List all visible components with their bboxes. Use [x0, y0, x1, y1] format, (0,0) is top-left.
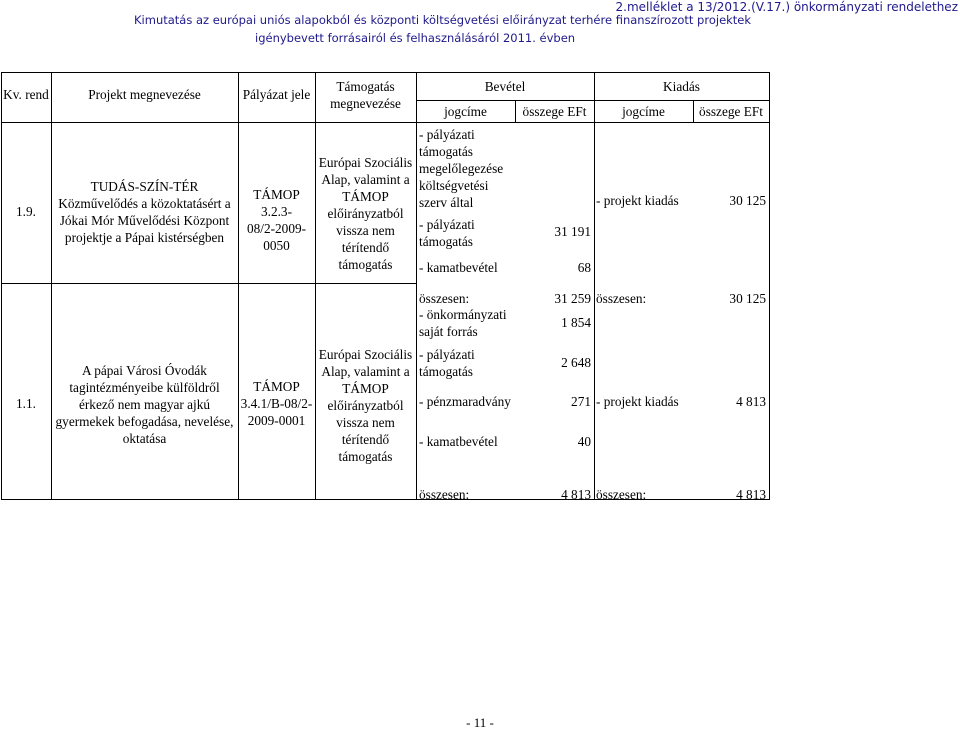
col-palyazat-jele: Pályázat jele	[242, 87, 311, 102]
kiadas-osszesen: 30 125	[729, 291, 766, 306]
kiadas-jogcim: - projekt kiadás	[596, 394, 679, 409]
bevetel-osszeg: 40	[577, 434, 591, 449]
bevetel-jogcim: - pályázati támogatás megelőlegezése költségvetési szerv által	[419, 127, 504, 210]
bevetel-osszesen-label: összesen:	[419, 487, 470, 502]
col-bevetel-osszege: összege EFt	[522, 104, 587, 119]
col-kiadas: Kiadás	[663, 79, 700, 94]
bevetel-osszeg: 68	[577, 260, 591, 275]
bevetel-osszeg: 271	[571, 394, 591, 409]
row-tamogatas: Európai Szociális Alap, valamint a TÁMOP előirányzatból vissza nem térítendő támogatás	[318, 347, 413, 464]
col-kiadas-jogcime: jogcíme	[622, 104, 665, 119]
row-tamogatas: Európai Szociális Alap, valamint a TÁMOP előirányzatból vissza nem térítendő támogatás	[318, 155, 413, 272]
page-number: - 11 -	[466, 715, 494, 730]
row-palyazat: TÁMOP 3.4.1/B-08/2- 2009-0001	[240, 379, 313, 428]
col-projekt-megnevezese: Projekt megnevezése	[88, 87, 201, 102]
row-projekt: TUDÁS-SZÍN-TÉR Közművelődés a közoktatásért a Jókai Mór Művelődési Központ projektje a Pápai kistérségben	[58, 179, 231, 245]
bevetel-osszeg: 1 854	[561, 315, 591, 330]
kiadas-osszesen-label: összesen:	[596, 291, 647, 306]
bevetel-osszeg: 31 191	[554, 224, 591, 239]
report-title-line2: igénybevett forrásairól és felhasználásáról 2011. évben	[255, 31, 576, 45]
bevetel-jogcim: - önkormányzati saját forrás	[419, 307, 507, 339]
col-tamogatas-1: Támogatás	[336, 79, 395, 94]
bevetel-jogcim: - pénzmaradvány	[419, 394, 511, 409]
col-bevetel-jogcime: jogcíme	[444, 104, 487, 119]
bevetel-jogcim: - pályázati támogatás	[419, 217, 475, 249]
bevetel-osszesen: 31 259	[554, 291, 591, 306]
col-kiadas-osszege: összege EFt	[699, 104, 763, 119]
row-kv-rend: 1.1.	[16, 396, 36, 411]
bevetel-osszesen-label: összesen:	[419, 291, 470, 306]
kiadas-osszesen: 4 813	[736, 487, 766, 502]
bevetel-jogcim: - pályázati támogatás	[419, 347, 475, 379]
bevetel-osszesen: 4 813	[561, 487, 591, 502]
col-tamogatas-2: megnevezése	[330, 96, 401, 111]
annex-label: 2.melléklet a 13/2012.(V.17.) önkormányzati rendelethez	[615, 0, 958, 14]
report-title-line1: Kimutatás az európai uniós alapokból és központi költségvetési előirányzat terhére finanszírozott projektek	[134, 13, 752, 27]
kiadas-osszeg: 30 125	[729, 193, 766, 208]
row-palyazat: TÁMOP 3.2.3- 08/2-2009- 0050	[246, 187, 307, 253]
row-kv-rend: 1.9.	[16, 204, 36, 219]
row-projekt: A pápai Városi Óvodák tagintézményeibe külföldről érkező nem magyar ajkú gyermekek befogadása, nevelése, oktatása	[55, 363, 234, 446]
kiadas-osszeg: 4 813	[736, 394, 766, 409]
kiadas-osszesen-label: összesen:	[596, 487, 647, 502]
col-bevetel: Bevétel	[484, 79, 526, 94]
bevetel-osszeg: 2 648	[561, 355, 591, 370]
kiadas-jogcim: - projekt kiadás	[596, 193, 679, 208]
bevetel-jogcim: - kamatbevétel	[419, 260, 498, 275]
col-kv-rend: Kv. rend	[3, 87, 49, 102]
bevetel-jogcim: - kamatbevétel	[419, 434, 498, 449]
